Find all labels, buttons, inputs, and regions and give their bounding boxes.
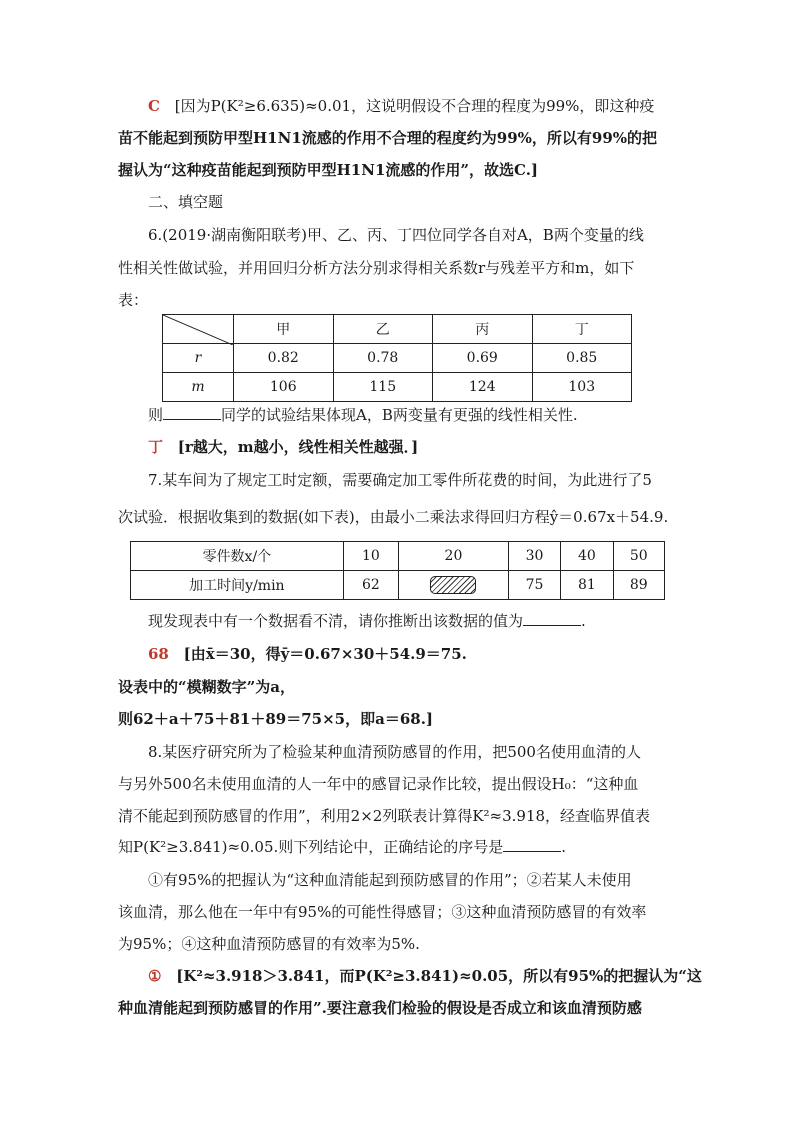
- q5-answer-line2: 苗不能起到预防甲型H1N1流感的作用不合理的程度约为99%，所以有99%的把: [118, 129, 658, 147]
- q7-header-label: 零件数x/个: [131, 542, 344, 571]
- q6-cell: 0.82: [234, 344, 334, 373]
- q6-text-line3: 表：: [118, 291, 149, 309]
- q5-answer-text1: [因为P(K²≥6.635)≈0.01，这说明假设不合理的程度为99%，即这种疫: [174, 97, 655, 115]
- q7-after: 现发现表中有一个数据看不清，请你推断出该数据的值为: [148, 612, 524, 630]
- q7-answer-line1: [148, 644, 467, 664]
- q6-header-cell: 丁: [532, 315, 632, 344]
- q7-cell: 81: [561, 571, 613, 600]
- q7-cell: 89: [613, 571, 664, 600]
- q8-question: 知P(K²≥3.841)≈0.05.则下列结论中，正确结论的序号是: [118, 838, 504, 856]
- q5-answer-line3: 握认为“这种疫苗能起到预防甲型H1N1流感的作用”，故选C.]: [118, 161, 539, 179]
- q6-answer-value: 丁: [148, 438, 164, 456]
- q7-blurred-cell: [399, 571, 509, 600]
- q6-after-pre: 则: [148, 406, 164, 424]
- q6-header-cell: 乙: [333, 315, 433, 344]
- section-title: 二、填空题: [148, 193, 224, 211]
- q7-blank: [523, 611, 581, 626]
- q6-cell: 115: [333, 373, 433, 402]
- q6-question-line: [148, 405, 578, 425]
- q7-text-line1: 7.某车间为了规定工时定额，需要确定加工零件所花费的时间，为此进行了5: [148, 471, 652, 489]
- q7-text-line2: 次试验．根据收集到的数据(如下表)，由最小二乘法求得回归方程ŷ＝0.67x＋54.9.: [118, 508, 669, 526]
- q7-row-label: 加工时间y/min: [131, 571, 344, 600]
- q6-cell: 0.69: [433, 344, 533, 373]
- q7-header-cell: 10: [343, 542, 398, 571]
- q6-row-label-m: m: [163, 373, 234, 402]
- q6-cell: 106: [234, 373, 334, 402]
- q8-option-line2: 该血清，那么他在一年中有95%的可能性得感冒；③这种血清预防感冒的有效率: [118, 903, 647, 921]
- q6-answer-text: [r越大，m越小，线性相关性越强．]: [177, 438, 419, 456]
- q6-text-line1: 6.(2019·湖南衡阳联考)甲、乙、丙、丁四位同学各自对A，B两个变量的线: [148, 226, 644, 244]
- q8-answer-line1: [148, 966, 702, 986]
- q7-question-line: 现发现表中有一个数据看不清，请你推断出该数据的值为 .: [148, 612, 586, 630]
- q7-header-cell: 40: [561, 542, 613, 571]
- q6-after-post: 同学的试验结果体现A，B两变量有更强的线性相关性.: [221, 406, 578, 424]
- q8-option-line1: ①有95%的把握认为“这种血清能起到预防感冒的作用”；②若某人未使用: [148, 871, 632, 889]
- q8-text-line4: 知P(K²≥3.841)≈0.05.则下列结论中，正确结论的序号是 .: [118, 838, 567, 856]
- q6-row-label-r: r: [163, 344, 234, 373]
- q6-cell: 103: [532, 373, 632, 402]
- q6-header-cell: 丙: [433, 315, 533, 344]
- q7-answer-text2: 设表中的“模糊数字”为a，: [118, 678, 295, 696]
- q8-answer-text1: [K²≈3.918＞3.841，而P(K²≥3.841)≈0.05，所以有95%的把握认为“这: [176, 967, 702, 985]
- q7-answer-value: 68: [148, 645, 169, 663]
- q8-blank: [503, 837, 561, 852]
- q7-table: [130, 541, 665, 600]
- q8-text-line1: 8.某医疗研究所为了检验某种血清预防感冒的作用，把500名使用血清的人: [148, 743, 641, 761]
- q5-answer-letter: C: [148, 97, 160, 115]
- q8-option-line3: 为95%；④这种血清预防感冒的有效率为5%.: [118, 935, 420, 953]
- q8-text-line2: 与另外500名未使用血清的人一年中的感冒记录作比较，提出假设H₀：“这种血: [118, 775, 639, 793]
- q6-header-cell: 甲: [234, 315, 334, 344]
- q8-answer-value: ①: [148, 967, 162, 985]
- q6-table: [162, 314, 632, 402]
- blurred-value-icon: [430, 576, 476, 594]
- q7-header-cell: 20: [399, 542, 509, 571]
- q7-cell: 62: [343, 571, 398, 600]
- q6-blank: [163, 405, 221, 420]
- q7-answer-text3: 则62＋a＋75＋81＋89＝75×5，即a＝68.]: [118, 710, 434, 728]
- q6-answer-line: [148, 437, 418, 457]
- q6-cell: 124: [433, 373, 533, 402]
- q6-cell: 0.78: [333, 344, 433, 373]
- q7-cell: 75: [508, 571, 560, 600]
- q7-header-cell: 50: [613, 542, 664, 571]
- q7-header-cell: 30: [508, 542, 560, 571]
- q5-answer-line1: [148, 96, 654, 116]
- q6-cell: 0.85: [532, 344, 632, 373]
- q8-answer-text2: 种血清能起到预防感冒的作用”.要注意我们检验的假设是否成立和该血清预防感: [118, 999, 642, 1017]
- q6-text-line2: 性相关性做试验，并用回归分析方法分别求得相关系数r与残差平方和m，如下: [118, 259, 635, 277]
- q7-answer-text1: [由x̄＝30，得ȳ＝0.67×30＋54.9＝75.: [183, 645, 467, 663]
- q8-text-line3: 清不能起到预防感冒的作用”，利用2×2列联表计算得K²≈3.918，经查临界值表: [118, 807, 651, 825]
- q6-table-corner: [163, 315, 234, 344]
